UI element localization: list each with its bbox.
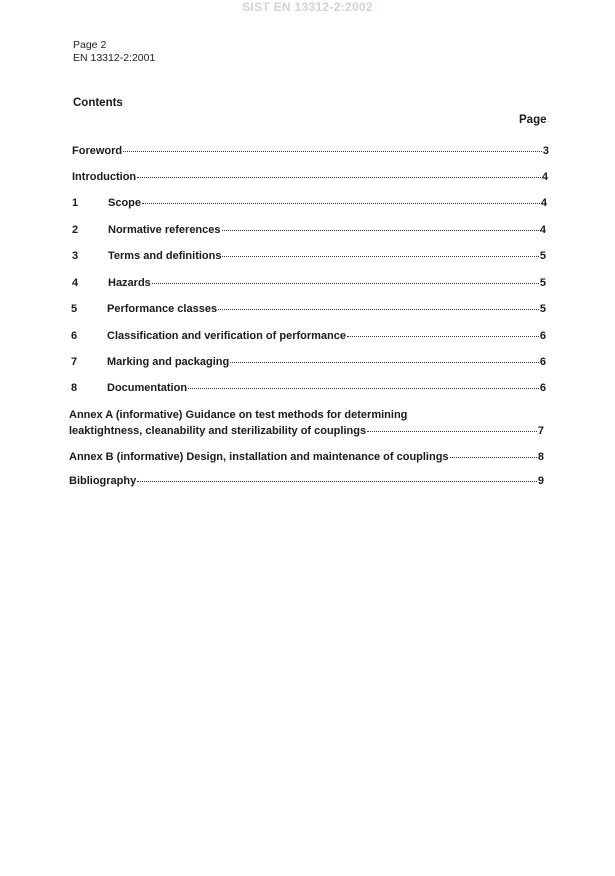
toc-page-number: 3 xyxy=(542,145,549,157)
toc-section-number: 7 xyxy=(71,356,78,368)
toc-entry-text: Bibliography xyxy=(69,475,137,487)
toc-entry-text: Marking and packaging xyxy=(107,356,230,368)
toc-leader-dots xyxy=(218,308,539,310)
toc-entry-text: Performance classes xyxy=(107,303,218,315)
toc-page-number: 6 xyxy=(539,382,546,394)
toc-entry-documentation[interactable] xyxy=(71,382,546,394)
toc-entry-foreword[interactable] xyxy=(72,145,549,157)
toc-leader-dots xyxy=(142,202,540,204)
toc-leader-dots xyxy=(137,480,537,482)
toc-leader-dots xyxy=(188,387,539,389)
page-number-label: Page 2 xyxy=(73,39,107,51)
toc-leader-dots xyxy=(123,150,542,152)
toc-page-number: 5 xyxy=(539,277,546,289)
toc-entry-bibliography[interactable] xyxy=(69,475,544,487)
toc-page-number: 4 xyxy=(539,224,546,236)
toc-entry-text: Hazards xyxy=(108,277,151,289)
page-header xyxy=(73,39,155,65)
toc-entry-hazards[interactable] xyxy=(72,277,546,289)
toc-page-number: 4 xyxy=(540,197,547,209)
toc-entry-text: Introduction xyxy=(72,171,137,183)
contents-title: Contents xyxy=(73,97,123,109)
toc-leader-dots xyxy=(230,361,539,363)
toc-page-number: 5 xyxy=(539,250,546,262)
toc-entry-introduction[interactable] xyxy=(72,171,548,183)
toc-entry-text: Terms and definitions xyxy=(108,250,222,262)
page-column-label: Page xyxy=(519,114,547,126)
toc-entry-text: Classification and verification of performance xyxy=(107,330,347,342)
toc-page-number: 9 xyxy=(537,475,544,487)
toc-page-number: 7 xyxy=(537,425,544,437)
toc-leader-dots xyxy=(152,282,539,284)
toc-entry-text: Foreword xyxy=(72,145,123,157)
toc-entry-scope[interactable] xyxy=(72,197,547,209)
toc-entry-text: Normative references xyxy=(108,224,221,236)
toc-section-number: 2 xyxy=(72,224,79,236)
toc-section-number: 3 xyxy=(72,250,79,262)
toc-leader-dots xyxy=(137,176,541,178)
toc-section-number: 1 xyxy=(72,197,79,209)
toc-entry-annex-b[interactable] xyxy=(69,451,544,463)
toc-entry-annex-a[interactable] xyxy=(69,425,544,437)
toc-section-number: 4 xyxy=(72,277,79,289)
toc-leader-dots xyxy=(450,456,537,458)
toc-entry-classification[interactable] xyxy=(71,330,546,342)
toc-page-number: 6 xyxy=(539,330,546,342)
toc-entry-text: Annex B (informative) Design, installation and maintenance of couplings xyxy=(69,451,449,463)
toc-entry-performance-classes[interactable] xyxy=(71,303,546,315)
toc-entry-text: Documentation xyxy=(107,382,188,394)
toc-page-number: 6 xyxy=(539,356,546,368)
document-watermark: SIST EN 13312-2:2002 xyxy=(242,0,373,14)
toc-entry-annex-a-line1[interactable]: Annex A (informative) Guidance on test methods for determining xyxy=(69,409,408,421)
toc-entry-text: Scope xyxy=(108,197,142,209)
toc-entry-marking-and-packaging[interactable] xyxy=(71,356,546,368)
toc-leader-dots xyxy=(222,255,538,257)
toc-page-number: 8 xyxy=(537,451,544,463)
document-id: EN 13312-2:2001 xyxy=(73,52,156,64)
toc-leader-dots xyxy=(222,229,539,231)
toc-leader-dots xyxy=(367,430,537,432)
toc-entry-terms-and-definitions[interactable] xyxy=(72,250,546,262)
toc-entry-text: leaktightness, cleanability and sterilizability of couplings xyxy=(69,425,367,437)
toc-entry-normative-references[interactable] xyxy=(72,224,546,236)
toc-section-number: 6 xyxy=(71,330,78,342)
toc-leader-dots xyxy=(347,335,539,337)
toc-page-number: 5 xyxy=(539,303,546,315)
toc-section-number: 5 xyxy=(71,303,78,315)
toc-section-number: 8 xyxy=(71,382,78,394)
toc-page-number: 4 xyxy=(541,171,548,183)
